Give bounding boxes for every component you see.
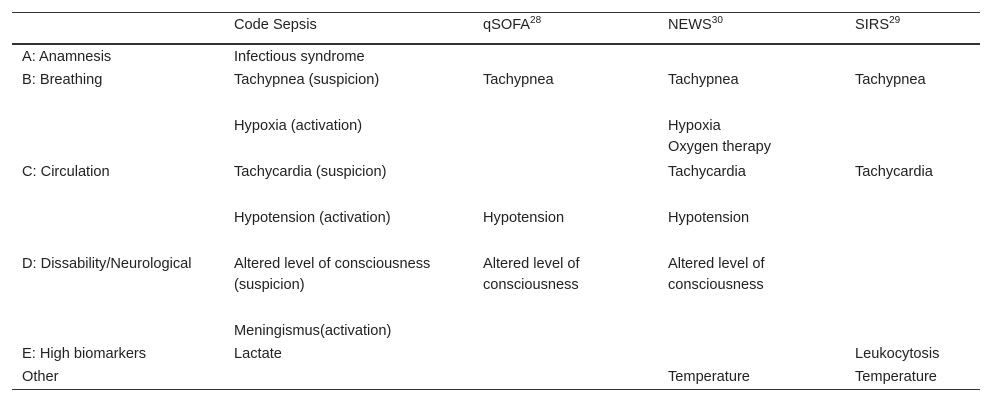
table-row (12, 206, 980, 252)
sirs-cell: Tachycardia (855, 163, 933, 180)
qsofa-cell: Hypotension (483, 209, 565, 226)
qsofa-cell (473, 114, 658, 160)
qsofa-cell: Altered level of consciousness (483, 255, 580, 293)
header-cell-sirs: SIRS$^{29}$ (855, 15, 901, 33)
news-cell (658, 44, 845, 68)
table-row (12, 252, 980, 319)
category-cell: B: Breathing (22, 71, 103, 88)
code-sepsis-cell: Tachycardia (suspicion) (234, 163, 387, 180)
category-cell (12, 114, 224, 160)
news-cell: Hypotension (668, 209, 750, 226)
news-cell (658, 319, 845, 342)
news-cell: Tachypnea (668, 71, 739, 88)
sirs-cell (845, 319, 980, 342)
header-cell-news: NEWS$^{30}$ (668, 15, 723, 33)
category-cell: Other (22, 368, 59, 385)
sirs-cell (845, 206, 980, 252)
code-sepsis-cell (224, 365, 473, 390)
sirs-cell (845, 114, 980, 160)
news-cell (658, 342, 845, 365)
sirs-cell: Tachypnea (855, 71, 926, 88)
news-oxygen-therapy-text: Oxygen therapy (668, 138, 772, 155)
table-row (12, 68, 980, 114)
header-cell-code-sepsis: Code Sepsis (234, 17, 317, 33)
category-cell: D: Dissability/Neurological (22, 255, 192, 272)
header-cell-qsofa: qSOFA$^{28}$ (483, 15, 542, 33)
news-cell: Temperature (668, 368, 750, 385)
table-row (12, 44, 980, 68)
code-sepsis-cell: Lactate (234, 345, 282, 362)
table-row (12, 114, 980, 160)
news-cell: Tachycardia (668, 163, 746, 180)
sirs-cell: Leukocytosis (855, 345, 940, 362)
table-row (12, 342, 980, 365)
news-reference: 30 (711, 15, 723, 27)
sepsis-criteria-table (12, 12, 980, 390)
table-row (12, 160, 980, 206)
news-hypoxia-text: Hypoxia (668, 117, 721, 134)
code-sepsis-cell: Tachypnea (suspicion) (234, 71, 380, 88)
qsofa-cell: Tachypnea (483, 71, 554, 88)
qsofa-cell (473, 160, 658, 206)
qsofa-cell (473, 44, 658, 68)
category-cell: A: Anamnesis (22, 48, 112, 65)
category-cell (12, 319, 224, 342)
category-cell: E: High biomarkers (22, 345, 147, 362)
sirs-cell (845, 252, 980, 319)
category-cell (12, 206, 224, 252)
qsofa-cell (473, 319, 658, 342)
code-sepsis-cell: Infectious syndrome (234, 48, 365, 65)
header-row (12, 13, 980, 44)
table-row (12, 319, 980, 342)
qsofa-reference: 28 (530, 15, 542, 27)
qsofa-cell (473, 365, 658, 390)
news-cell: Altered level of consciousness (668, 255, 765, 293)
comparison-table-container (12, 12, 980, 390)
qsofa-cell (473, 342, 658, 365)
code-sepsis-cell: Hypotension (activation) (234, 209, 391, 226)
category-cell: C: Circulation (22, 163, 110, 180)
header-cell-category (12, 13, 224, 44)
sirs-cell: Temperature (855, 368, 937, 385)
code-sepsis-cell: Meningismus(activation) (234, 322, 392, 339)
code-sepsis-cell: Hypoxia (activation) (234, 117, 363, 134)
table-row (12, 365, 980, 390)
sirs-cell (845, 44, 980, 68)
sirs-reference: 29 (889, 15, 901, 27)
code-sepsis-cell: Altered level of consciousness (suspicion) (234, 255, 431, 293)
news-cell (658, 114, 845, 160)
